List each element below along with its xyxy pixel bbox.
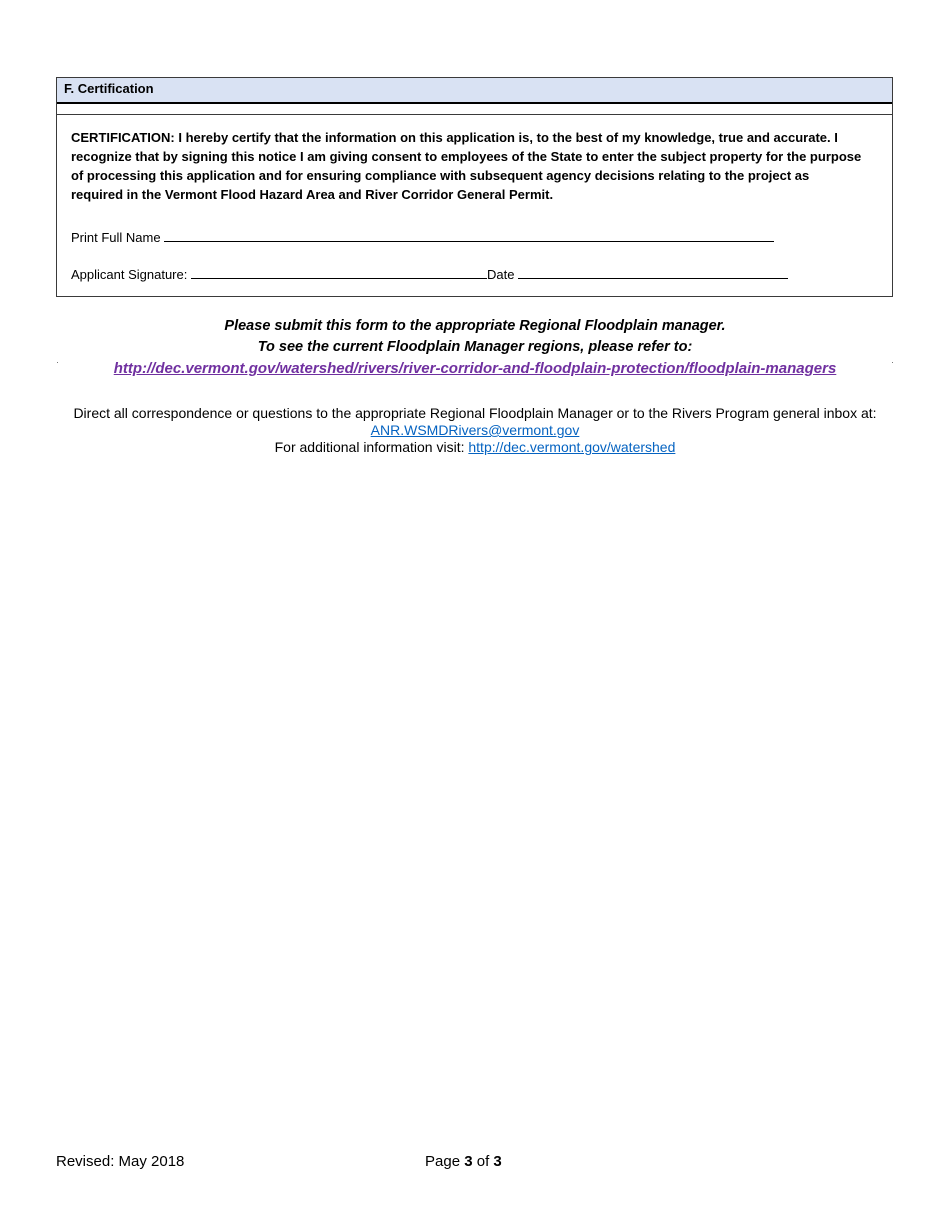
page-number	[425, 1153, 502, 1170]
print-name-row	[71, 227, 774, 245]
signature-row	[71, 264, 788, 282]
email-link[interactable]: ANR.WSMDRivers@vermont.gov	[370, 422, 580, 438]
floodplain-managers-link[interactable]: http://dec.vermont.gov/watershed/rivers/river-corridor-and-floodplain-protection/floodplain-managers	[113, 360, 837, 377]
margin-mark-right	[892, 362, 893, 363]
correspondence-text: Direct all correspondence or questions to the appropriate Regional Floodplain Manager or to the Rivers Program general inbox at:	[73, 405, 877, 421]
certification-statement: CERTIFICATION: I hereby certify that the information on this application is, to the best of my knowledge, true and accurate. I recognize that by signing this notice I am giving consent to employees of the State to enter the subject property for the purpose of processing this application and for ensuring compliance with subsequent agency decisions relating to the project as required in the Vermont Flood Hazard Area and River Corridor General Permit.	[71, 130, 862, 202]
print-name-label: Print Full Name	[71, 230, 161, 245]
info-prefix: For additional information visit:	[274, 439, 465, 455]
date-label: Date	[486, 267, 515, 282]
submit-instructions	[0, 316, 950, 380]
section-divider	[57, 104, 892, 115]
section-title: F. Certification	[57, 78, 892, 104]
submit-line-1: Please submit this form to the appropriate Regional Floodplain manager.	[224, 318, 726, 334]
print-name-field[interactable]	[164, 227, 774, 242]
page-of: of	[476, 1153, 490, 1170]
certification-section	[56, 77, 893, 297]
submit-line-2: To see the current Floodplain Manager regions, please refer to:	[257, 339, 693, 355]
page-current: 3	[464, 1153, 473, 1170]
margin-mark-left	[57, 362, 58, 363]
signature-field[interactable]	[191, 264, 487, 279]
revised-date: Revised: May 2018	[56, 1153, 185, 1170]
contact-info	[0, 405, 950, 456]
watershed-link[interactable]: http://dec.vermont.gov/watershed	[468, 439, 676, 455]
page-total: 3	[493, 1153, 502, 1170]
page-word: Page	[425, 1153, 461, 1170]
signature-label: Applicant Signature:	[71, 267, 188, 282]
date-field[interactable]	[518, 264, 788, 279]
